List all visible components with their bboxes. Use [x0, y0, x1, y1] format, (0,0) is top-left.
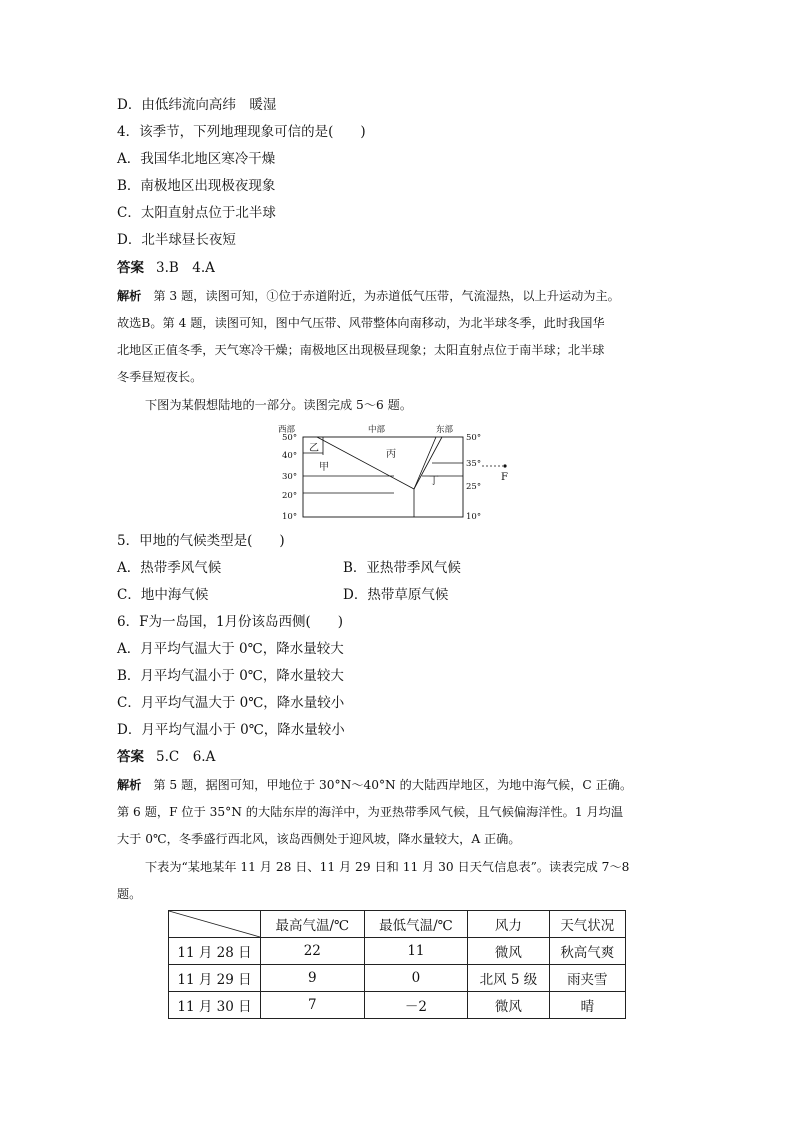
q4-option-c: C．太阳直射点位于北半球 — [117, 205, 276, 221]
diagonal-line — [169, 911, 260, 937]
region-bing: 丙 — [386, 449, 396, 460]
explanation-56-line-1: 解析 第 5 题，据图可知，甲地位于 30°N～40°N 的大陆西岸地区，为地中海气候，C 正确。 — [117, 778, 633, 792]
diagonal-header-cell — [169, 911, 261, 938]
explanation-56-line-3: 大于 0℃，冬季盛行西北风，该岛西侧处于迎风坡，降水量较大，A 正确。 — [117, 832, 521, 846]
header-max-temp: 最高气温/℃ — [261, 911, 365, 938]
q6-option-c: C．月平均气温大于 0℃，降水量较小 — [117, 695, 345, 711]
answer-label: 答案 — [117, 260, 144, 276]
q6-option-a: A．月平均气温大于 0℃，降水量较大 — [117, 641, 344, 657]
answer-label: 答案 — [117, 749, 144, 765]
q4-option-a: A．我国华北地区寒冷干燥 — [117, 151, 276, 167]
q5-option-b: B．亚热带季风气候 — [343, 560, 461, 576]
lat-left-50: 50° — [282, 433, 298, 443]
region-ding: 丁 — [429, 476, 439, 487]
q6-option-b: B．月平均气温小于 0℃，降水量较大 — [117, 668, 344, 684]
header-wind: 风力 — [468, 911, 549, 938]
q5-option-a: A．热带季风气候 — [117, 560, 222, 576]
hypothetical-land-diagram — [278, 422, 522, 522]
lat-right-10: 10° — [466, 512, 482, 522]
weather-table — [168, 910, 626, 1019]
header-weather: 天气状况 — [549, 911, 625, 938]
q6-option-d: D．月平均气温小于 0℃，降水量较小 — [117, 722, 345, 738]
header-min-temp: 最低气温/℃ — [364, 911, 468, 938]
answer-34 — [117, 259, 215, 277]
explanation-label: 解析 — [117, 778, 142, 792]
table-row: 11 月 30 日 7 －2 微风 晴 — [169, 992, 626, 1019]
label-east: 东部 — [436, 425, 454, 435]
coast-diagonal-west — [317, 437, 414, 489]
lat-right-50: 50° — [466, 433, 482, 443]
label-west: 西部 — [278, 425, 296, 435]
q4-stem: 4．该季节，下列地理现象可信的是( ) — [117, 124, 366, 140]
q5-option-d: D．热带草原气候 — [343, 587, 449, 603]
answer-56 — [117, 748, 215, 766]
answer-text: 3.B 4.A — [156, 260, 215, 276]
q5-stem: 5．甲地的气候类型是( ) — [117, 533, 285, 549]
explanation-56-line-2: 第 6 题，F 位于 35°N 的大陆东岸的海洋中，为亚热带季风气候，且气候偏海洋性。1 月均温 — [117, 805, 624, 819]
region-jia: 甲 — [319, 462, 329, 473]
answer-text: 5.C 6.A — [156, 749, 216, 765]
f-point — [503, 464, 506, 467]
region-yi: 乙 — [309, 443, 319, 454]
intro-78-line-1: 下表为“某地某年 11 月 28 日、11 月 29 日和 11 月 30 日天气信息表”。读表完成 7～8 — [145, 860, 630, 874]
table-row: 11 月 28 日 22 11 微风 秋高气爽 — [169, 938, 626, 965]
lat-right-35: 35° — [466, 459, 482, 469]
explanation-34-line-2: 故选B。第 4 题，读图可知，图中气压带、风带整体向南移动，为北半球冬季，此时我国华 — [117, 316, 605, 330]
intro-56: 下图为某假想陆地的一部分。读图完成 5～6 题。 — [145, 398, 413, 412]
q3-option-d: D．由低纬流向高纬 暖湿 — [117, 97, 277, 113]
lat-left-30: 30° — [282, 472, 298, 482]
lat-left-40: 40° — [282, 451, 298, 461]
table-header-row — [169, 911, 626, 938]
label-f: F — [501, 472, 508, 483]
label-central: 中部 — [368, 425, 386, 435]
map-frame — [303, 437, 463, 517]
q4-option-b: B．南极地区出现极夜现象 — [117, 178, 276, 194]
q5-option-c: C．地中海气候 — [117, 587, 209, 603]
lat-left-10: 10° — [282, 512, 298, 522]
intro-78-line-2: 题。 — [117, 887, 142, 901]
explanation-34-line-1: 解析 第 3 题，读图可知，①位于赤道附近，为赤道低气压带，气流湿热，以上升运动为主。 — [117, 289, 620, 303]
q4-option-d: D．北半球昼长夜短 — [117, 232, 236, 248]
lat-left-20: 20° — [282, 491, 298, 501]
explanation-34-line-4: 冬季昼短夜长。 — [117, 370, 203, 384]
table-row: 11 月 29 日 9 0 北风 5 级 雨夹雪 — [169, 965, 626, 992]
q6-stem: 6．F为一岛国，1月份该岛西侧( ) — [117, 614, 344, 630]
explanation-label: 解析 — [117, 289, 142, 303]
explanation-34-line-3: 北地区正值冬季，天气寒冷干燥；南极地区出现极昼现象；太阳直射点位于南半球；北半球 — [117, 343, 605, 357]
lat-right-25: 25° — [466, 482, 482, 492]
